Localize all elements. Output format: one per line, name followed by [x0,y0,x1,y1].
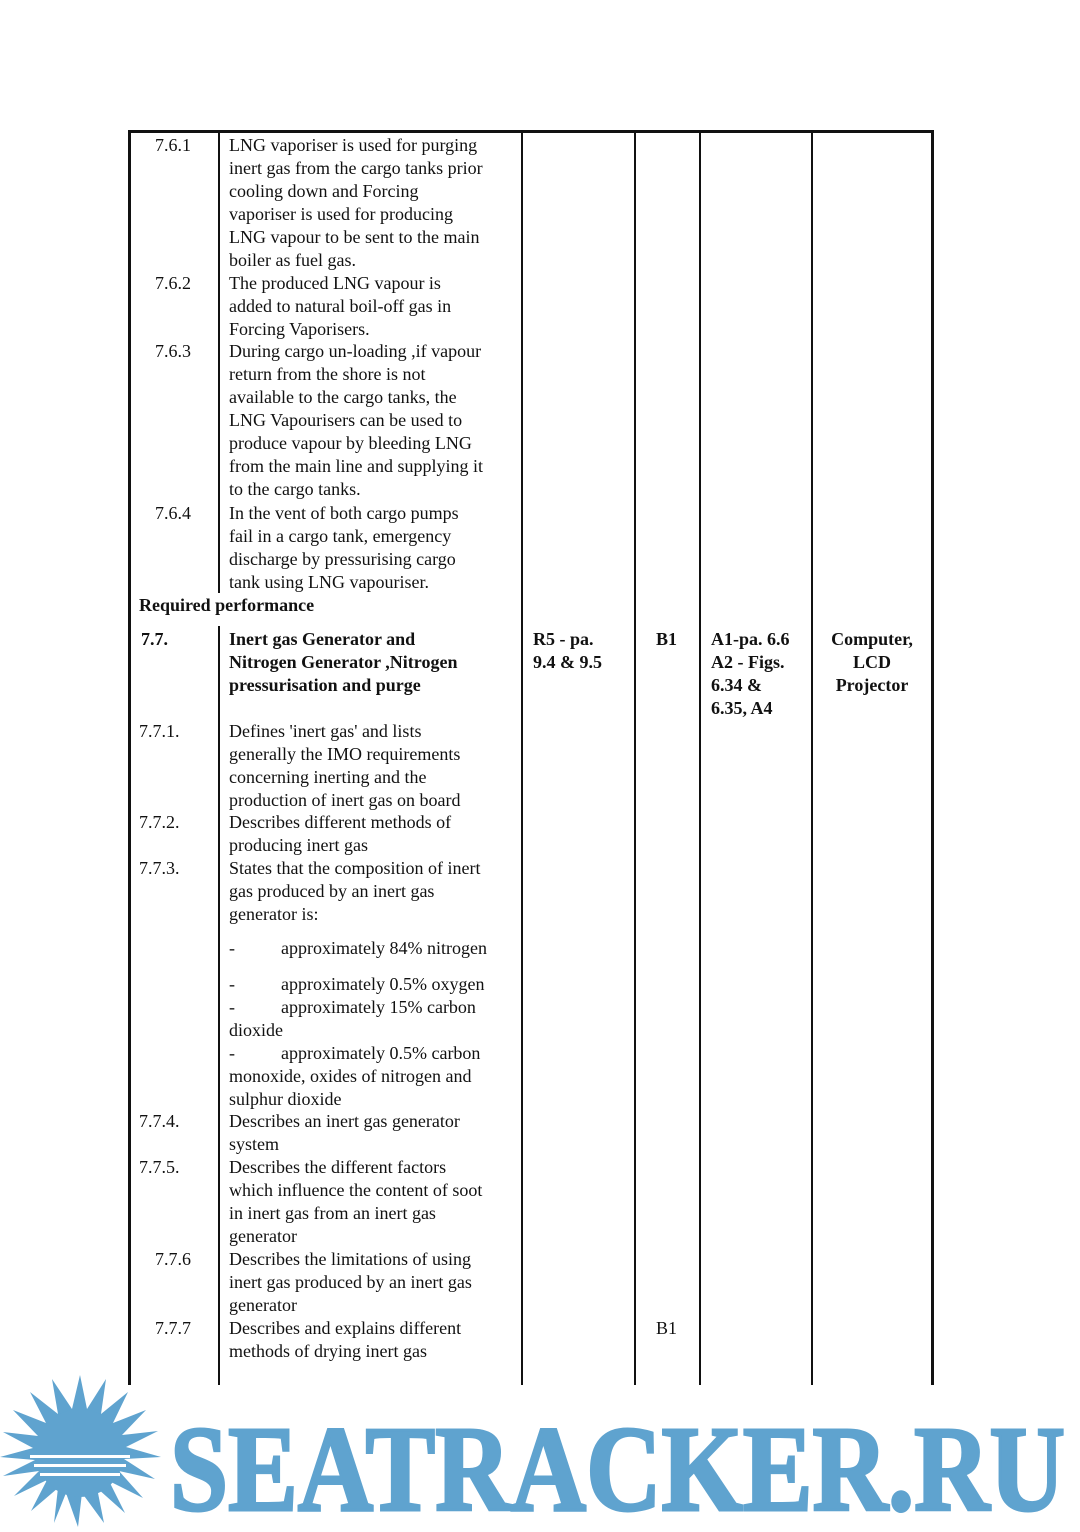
text-line: production of inert gas on board [229,790,461,810]
watermark-text: SEATRACKER.RU [170,1402,1065,1527]
text-line: generator [229,1295,297,1315]
item-number-7-7: 7.7. [141,629,168,649]
text-line: LNG vaporiser is used for purging [229,135,478,155]
item-number-7-6-4: 7.6.4 [155,503,191,523]
text-line: Defines 'inert gas' and lists [229,721,422,741]
column-divider [634,130,636,1385]
text-line: Inert gas Generator and [229,629,416,649]
text-line: A2 - Figs. [711,652,785,672]
text-line: tank using LNG vapouriser. [229,572,429,592]
horizon-line [34,1464,126,1467]
text-line: Describes an inert gas generator [229,1111,460,1131]
reference-cell [533,628,602,674]
text-line: Nitrogen Generator ,Nitrogen [229,652,458,672]
text-line: added to natural boil-off gas in [229,296,452,316]
text-line: which influence the content of soot [229,1180,483,1200]
watermark [0,1365,1080,1527]
required-performance-heading: Required performance [139,595,315,615]
composition-item: approximately 0.5% carbon [281,1043,481,1063]
item-text-7-7-4 [229,1110,460,1156]
text-line: vaporiser is used for producing [229,204,453,224]
text-line: generator is: [229,904,319,924]
text-line: Describes the limitations of using [229,1249,471,1269]
text-line: return from the shore is not [229,364,426,384]
composition-item-continued: sulphur dioxide [229,1089,342,1109]
text-line: from the main line and supplying it [229,456,483,476]
column-divider [521,130,523,1385]
item-number-7-7-4: 7.7.4. [139,1111,180,1131]
item-text-7-6-3 [229,340,483,501]
text-line: cooling down and Forcing [229,181,419,201]
text-line: LCD [852,652,891,672]
item-number-7-7-5: 7.7.5. [139,1157,180,1177]
item-number-7-6-2: 7.6.2 [155,273,191,293]
text-line: pressurisation and purge [229,675,421,695]
item-text-7-7-5 [229,1156,482,1248]
column-divider [218,130,220,593]
text-line: States that the composition of inert [229,858,481,878]
text-line: inert gas from the cargo tanks prior [229,158,483,178]
table-top-border [128,130,934,133]
text-line: Projector [835,675,909,695]
composition-item: approximately 15% carbon [281,997,476,1017]
composition-item: approximately 0.5% oxygen [281,974,485,994]
text-line: A1-pa. 6.6 [711,629,790,649]
item-text-7-6-2 [229,272,451,341]
item-text-7-6-1 [229,134,483,272]
sun-disc [36,1409,124,1497]
text-line: The produced LNG vapour is [229,273,441,293]
text-line: Forcing Vaporisers. [229,319,370,339]
sources-cell [711,628,790,720]
list-dash: - [229,974,235,994]
text-line: Describes different methods of [229,812,452,832]
text-line: R5 - pa. [533,629,594,649]
text-line: During cargo un-loading ,if vapour [229,341,482,361]
sun-logo-icon [0,1375,161,1527]
item-text-7-7-6 [229,1248,472,1317]
text-line: to the cargo tanks. [229,479,361,499]
table-right-border [931,130,934,1385]
topic-title-7-7 [229,628,457,697]
text-line: gas produced by an inert gas [229,881,435,901]
text-line: discharge by pressurising cargo [229,549,456,569]
text-line: boiler as fuel gas. [229,250,356,270]
level-cell-7-7-7: B1 [656,1318,678,1338]
text-line: concerning inerting and the [229,767,427,787]
horizon-line [30,1455,130,1458]
text-line: fail in a cargo tank, emergency [229,526,452,546]
level-cell: B1 [656,629,678,649]
column-divider [699,130,701,1385]
item-text-7-7-1 [229,720,460,812]
text-line: produce vapour by bleeding LNG [229,433,472,453]
watermark-graphic [0,1365,1080,1527]
composition-item: approximately 84% nitrogen [281,938,487,958]
text-line: LNG Vapourisers can be used to [229,410,463,430]
text-line: generally the IMO requirements [229,744,461,764]
item-text-7-6-4 [229,502,459,594]
list-dash: - [229,938,235,958]
item-number-7-6-1: 7.6.1 [155,135,191,155]
text-line: available to the cargo tanks, the [229,387,457,407]
item-text-7-7-2 [229,811,451,857]
text-line: generator [229,1226,297,1246]
item-number-7-7-3: 7.7.3. [139,858,180,878]
table-left-border [128,130,131,1385]
item-number-7-7-2: 7.7.2. [139,812,180,832]
text-line: 6.35, A4 [711,698,773,718]
item-text-7-7-3 [229,857,480,926]
item-number-7-7-7: 7.7.7 [155,1318,191,1338]
item-text-7-7-7 [229,1317,461,1363]
text-line: Computer, [831,629,913,649]
text-line: producing inert gas [229,835,368,855]
composition-item-continued: monoxide, oxides of nitrogen and [229,1066,472,1086]
text-line: In the vent of both cargo pumps [229,503,459,523]
text-line: Describes and explains different [229,1318,462,1338]
text-line: Describes the different factors [229,1157,447,1177]
horizon-line [40,1473,120,1476]
text-line: in inert gas from an inert gas [229,1203,436,1223]
text-line: system [229,1134,280,1154]
item-number-7-6-3: 7.6.3 [155,341,191,361]
column-divider [218,626,220,1385]
column-divider [811,130,813,1385]
list-dash: - [229,1043,235,1063]
text-line: 9.4 & 9.5 [533,652,602,672]
text-line: 6.34 & [711,675,762,695]
composition-item-continued: dioxide [229,1020,283,1040]
text-line: inert gas produced by an inert gas [229,1272,472,1292]
text-line: methods of drying inert gas [229,1341,427,1361]
item-number-7-7-6: 7.7.6 [155,1249,191,1269]
item-number-7-7-1: 7.7.1. [139,721,180,741]
teaching-aids-cell [813,628,931,697]
text-line: LNG vapour to be sent to the main [229,227,480,247]
list-dash: - [229,997,235,1017]
